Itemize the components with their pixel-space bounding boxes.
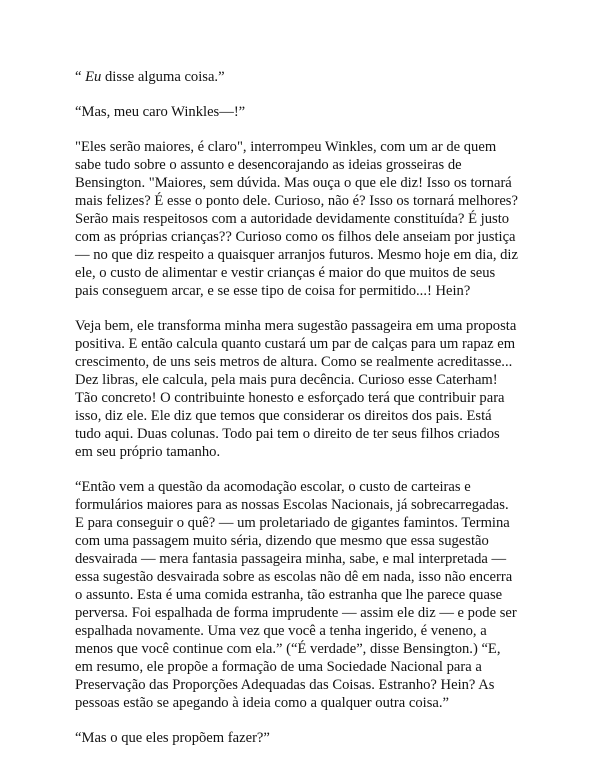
text-line [75,478,527,496]
line-text: Bensington. "Maiores, sem dúvida. Mas ouça o que ele diz! Isso os tornará [75,175,512,191]
text-line [75,425,527,443]
text-line [75,676,527,694]
text-line [75,622,527,640]
line-text: com as próprias crianças?? Curioso como os filhos dele anseiam por justiça [75,229,516,245]
line-text: desvairada — mera fantasia passageira minha, sabe, e mal interpretada — [75,551,507,567]
line-text: E para conseguir o quê? — um proletariado de gigantes famintos. Termina [75,515,510,531]
text-line [75,694,527,712]
line-text: Tão concreto! O contribuinte honesto e esforçado terá que contribuir para [75,390,505,406]
text-line [75,389,527,407]
line-text: formulários maiores para as nossas Escolas Nacionais, já sobrecarregadas. [75,497,509,513]
text-line [75,443,527,461]
line-text: pais conseguem arcar, e se esse tipo de coisa for permitido...! Hein? [75,283,471,299]
text-line [75,586,527,604]
text-line [75,282,527,300]
text-line [75,353,527,371]
line-text: “Então vem a questão da acomodação escolar, o custo de carteiras e [75,479,471,495]
text-line [75,210,527,228]
paragraph [75,103,527,121]
text-line [75,103,527,121]
text-line [75,604,527,622]
line-text: — no que diz respeito a quaisquer arranjos futuros. Mesmo hoje em dia, diz [75,247,518,263]
text-line [75,532,527,550]
text-line [75,371,527,389]
text-line [75,174,527,192]
line-text: “ [75,69,86,85]
line-text: o assunto. Esta é uma comida estranha, tão estranha que lhe parece quase [75,587,503,603]
line-text: sabe tudo sobre o assunto e desencorajando as ideias grosseiras de [75,157,462,173]
text-line [75,658,527,676]
text-line [75,729,527,747]
line-text: ele, o custo de alimentar e vestir crianças é maior do que muitos de seus [75,265,496,281]
line-text: Preservação das Proporções Adequadas das Coisas. Estranho? Hein? As [75,677,495,693]
line-text: com uma passagem muito séria, dizendo que mesmo que essa sugestão [75,533,489,549]
text-line [75,264,527,282]
line-text: tudo aqui. Duas colunas. Todo pai tem o direito de ter seus filhos criados [75,426,500,442]
paragraph [75,68,527,86]
line-text: Veja bem, ele transforma minha mera sugestão passageira em uma proposta [75,318,517,334]
paragraph [75,138,527,300]
text-line [75,192,527,210]
text-line [75,640,527,658]
text-line [75,138,527,156]
line-text: Serão mais respeitosos com a autoridade devidamente constituída? É justo [75,211,510,227]
text-line [75,550,527,568]
line-text: mais felizes? É esse o ponto dele. Curioso, não é? Isso os tornará melhores? [75,193,518,209]
emphasis-text: Eu [85,69,102,85]
line-text: positiva. E então calcula quanto custará um par de calças para um rapaz em [75,336,516,352]
line-text: pessoas estão se apegando à ideia como a qualquer outra coisa.” [75,695,450,711]
line-text: em seu próprio tamanho. [75,444,221,460]
document-page [75,68,527,764]
line-text: espalhada novamente. Uma vez que você a tenha ingerido, é veneno, a [75,623,487,639]
line-text: “Mas, meu caro Winkles—!” [75,104,246,120]
text-line [75,228,527,246]
text-line [75,335,527,353]
text-line [75,68,527,86]
line-text: Dez libras, ele calcula, pela mais pura decência. Curioso esse Caterham! [75,372,498,388]
line-text: crescimento, de uns seis metros de altura. Como se realmente acreditasse... [75,354,513,370]
line-text: "Eles serão maiores, é claro", interrompeu Winkles, com um ar de quem [75,139,497,155]
line-text: perversa. Foi espalhada de forma imprudente — assim ele diz — e pode ser [75,605,517,621]
paragraph [75,478,527,712]
line-text: em resumo, ele propõe a formação de uma Sociedade Nacional para a [75,659,482,675]
text-line [75,317,527,335]
text-line [75,568,527,586]
text-line [75,496,527,514]
line-text: menos que você continue com ela.” (“É verdade”, disse Bensington.) “E, [75,641,501,657]
line-text: disse alguma coisa.” [101,69,225,85]
line-text: essa sugestão desvairada sobre as escolas não dê em nada, isso não encerra [75,569,513,585]
line-text: “Mas o que eles propõem fazer?” [75,730,270,746]
paragraph [75,729,527,747]
text-line [75,156,527,174]
text-line [75,407,527,425]
text-line [75,246,527,264]
paragraph [75,317,527,461]
line-text: isso, diz ele. Ele diz que temos que considerar os direitos dos pais. Está [75,408,492,424]
text-line [75,514,527,532]
